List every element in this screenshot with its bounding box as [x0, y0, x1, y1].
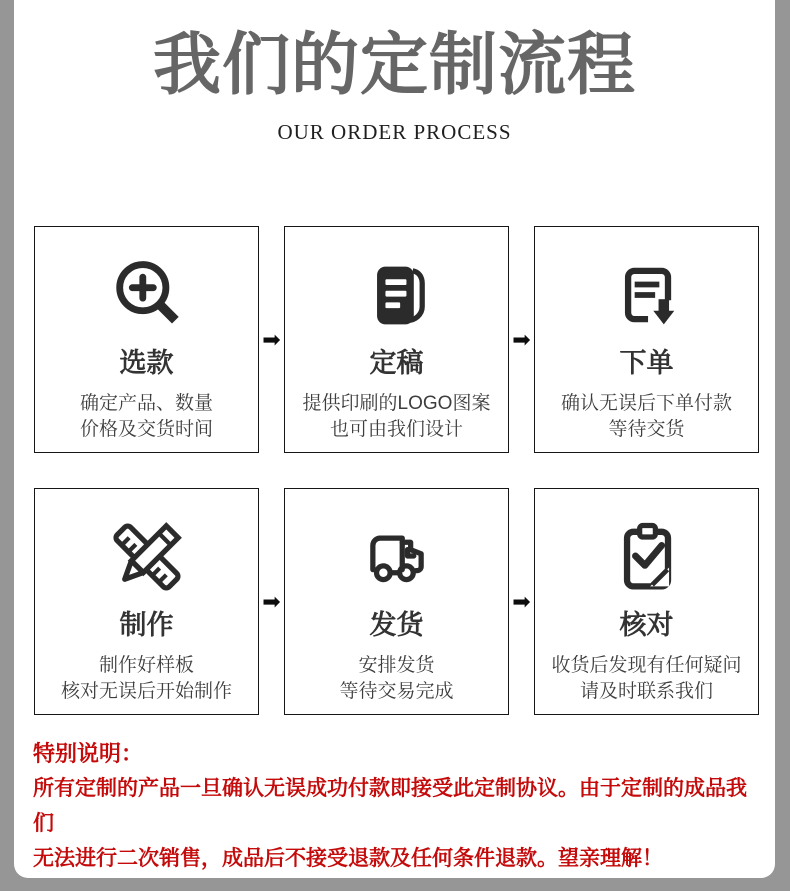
- step-description: [35, 653, 258, 705]
- step-description: [535, 391, 758, 443]
- step-line-1: 安排发货: [358, 655, 435, 676]
- right-arrow-icon: ➡: [262, 326, 281, 352]
- step-title: 制作: [119, 610, 174, 640]
- step-description: [285, 653, 508, 705]
- notice-line-1: 所有定制的产品一旦确认无误成功付款即接受此定制协议。由于定制的成品我们: [33, 777, 747, 835]
- step-line-1: 制作好样板: [98, 655, 194, 676]
- right-arrow-icon: ➡: [512, 326, 531, 352]
- right-arrow-icon: ➡: [262, 588, 281, 614]
- magnifier-plus-icon: [35, 251, 258, 339]
- notice-heading: 特别说明：: [33, 741, 144, 766]
- step-title: 选款: [119, 348, 174, 378]
- step-line-2: 价格及交货时间: [79, 419, 213, 440]
- step-line-2: 等待交易完成: [339, 681, 454, 702]
- right-arrow-icon: ➡: [512, 588, 531, 614]
- process-grid: [34, 226, 759, 715]
- step-line-1: 确定产品、数量: [79, 393, 213, 414]
- order-download-icon: [535, 251, 758, 339]
- step-line-2: 请及时联系我们: [579, 681, 713, 702]
- step-title: 下单: [619, 348, 674, 378]
- step-description: [285, 391, 508, 443]
- manuscript-icon: [285, 251, 508, 339]
- flow-arrow: [509, 226, 534, 453]
- page-title: 我们的定制流程: [152, 27, 636, 103]
- flow-arrow: [259, 226, 284, 453]
- step-card-production: [34, 488, 259, 715]
- step-description: [535, 653, 758, 705]
- process-row-1: [34, 226, 759, 453]
- step-title: 核对: [619, 610, 674, 640]
- step-title: 发货: [369, 610, 424, 640]
- notice-line-2: 无法进行二次销售，成品后不接受退款及任何条件退款。望亲理解！: [33, 847, 663, 870]
- step-line-2: 核对无误后开始制作: [60, 681, 232, 702]
- step-description: [35, 391, 258, 443]
- truck-icon: [285, 513, 508, 601]
- step-line-2: 等待交货: [608, 419, 685, 440]
- step-card-select-style: [34, 226, 259, 453]
- step-title: 定稿: [369, 348, 424, 378]
- step-card-place-order: [534, 226, 759, 453]
- step-line-1: 确认无误后下单付款: [560, 393, 732, 414]
- flow-arrow: [259, 488, 284, 715]
- notice-body: [33, 771, 755, 876]
- special-notice: [33, 736, 755, 876]
- pencil-ruler-icon: [35, 513, 258, 601]
- content-panel: [14, 0, 775, 878]
- clipboard-check-icon: [535, 513, 758, 601]
- process-row-2: [34, 488, 759, 715]
- step-line-1: 收货后发现有任何疑问: [551, 655, 742, 676]
- page-subtitle: OUR ORDER PROCESS: [277, 120, 512, 145]
- step-card-shipping: [284, 488, 509, 715]
- step-card-verify: [534, 488, 759, 715]
- step-line-1: 提供印刷的LOGO图案: [302, 393, 491, 414]
- step-card-finalize-draft: [284, 226, 509, 453]
- step-line-2: 也可由我们设计: [329, 419, 463, 440]
- flow-arrow: [509, 488, 534, 715]
